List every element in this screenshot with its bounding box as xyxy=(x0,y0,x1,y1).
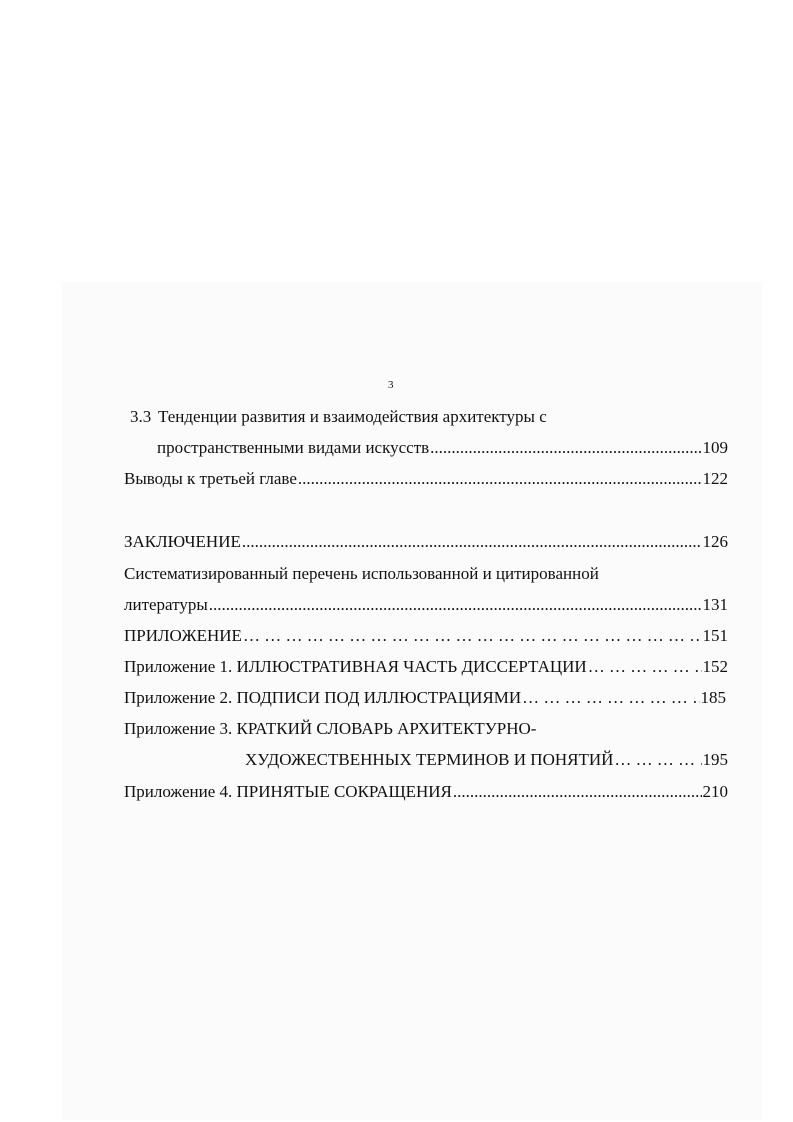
leader-dots xyxy=(243,625,702,647)
toc-entry-conclusion[interactable] xyxy=(124,531,728,553)
toc-entry-title: Приложение 1. ИЛЛЮСТРАТИВНАЯ ЧАСТЬ ДИССЕРТАЦИИ xyxy=(124,657,587,676)
leader-dots xyxy=(209,594,702,616)
toc-entry-title: ЗАКЛЮЧЕНИЕ xyxy=(124,532,241,551)
leader-dots xyxy=(453,781,702,803)
page-number: 3 xyxy=(388,379,394,391)
toc-entry-conclusions-chapter3[interactable] xyxy=(124,468,728,490)
toc-entry-appendix-1[interactable] xyxy=(124,656,728,678)
toc-entry-number: 3.3 xyxy=(130,407,152,426)
toc-page-number: 131 xyxy=(702,595,728,614)
toc-entry-title: Тенденции развития и взаимодействия архитектуры с xyxy=(158,407,547,426)
toc-entry-appendix-2[interactable] xyxy=(124,687,726,709)
toc-page-number: 126 xyxy=(702,532,728,551)
toc-page-number: 185 xyxy=(700,688,726,707)
toc-entry-title: Приложение 2. ПОДПИСИ ПОД ИЛЛЮСТРАЦИЯМИ xyxy=(124,688,522,707)
toc-entry-bibliography-title: Систематизированный перечень использованной и цитированной xyxy=(124,564,599,583)
leader-dots xyxy=(614,749,701,771)
toc-entry-title: пространственными видами искусств xyxy=(157,438,430,457)
toc-entry-title: литературы xyxy=(124,595,208,614)
leader-dots xyxy=(430,437,701,459)
toc-page-number: 122 xyxy=(702,469,728,488)
toc-page-number: 152 xyxy=(702,657,728,676)
toc-entry-appendix-4[interactable] xyxy=(124,781,728,803)
toc-entry-title: ХУДОЖЕСТВЕННЫХ ТЕРМИНОВ И ПОНЯТИЙ xyxy=(245,750,614,769)
toc-page-number: 109 xyxy=(702,438,728,457)
toc-entry-title: Приложение 4. ПРИНЯТЫЕ СОКРАЩЕНИЯ xyxy=(124,782,452,801)
toc-entry-title: ПРИЛОЖЕНИЕ xyxy=(124,626,242,645)
toc-entry-3-3[interactable] xyxy=(157,437,728,459)
toc-entry-appendix-3-title: Приложение 3. КРАТКИЙ СЛОВАРЬ АРХИТЕКТУРНО- xyxy=(124,719,537,738)
toc-page-number: 210 xyxy=(702,782,728,801)
leader-dots xyxy=(522,687,699,709)
toc-entry-appendix-3[interactable] xyxy=(245,749,728,771)
toc-entry-3-3-title xyxy=(130,406,547,428)
leader-dots xyxy=(298,468,702,490)
toc-entry-bibliography[interactable] xyxy=(124,594,728,616)
leader-dots xyxy=(242,531,702,553)
toc-entry-appendix[interactable] xyxy=(124,625,728,647)
toc-page-number: 195 xyxy=(702,750,728,769)
leader-dots xyxy=(588,656,702,678)
toc-page-number: 151 xyxy=(702,626,728,645)
toc-entry-title: Выводы к третьей главе xyxy=(124,469,297,488)
